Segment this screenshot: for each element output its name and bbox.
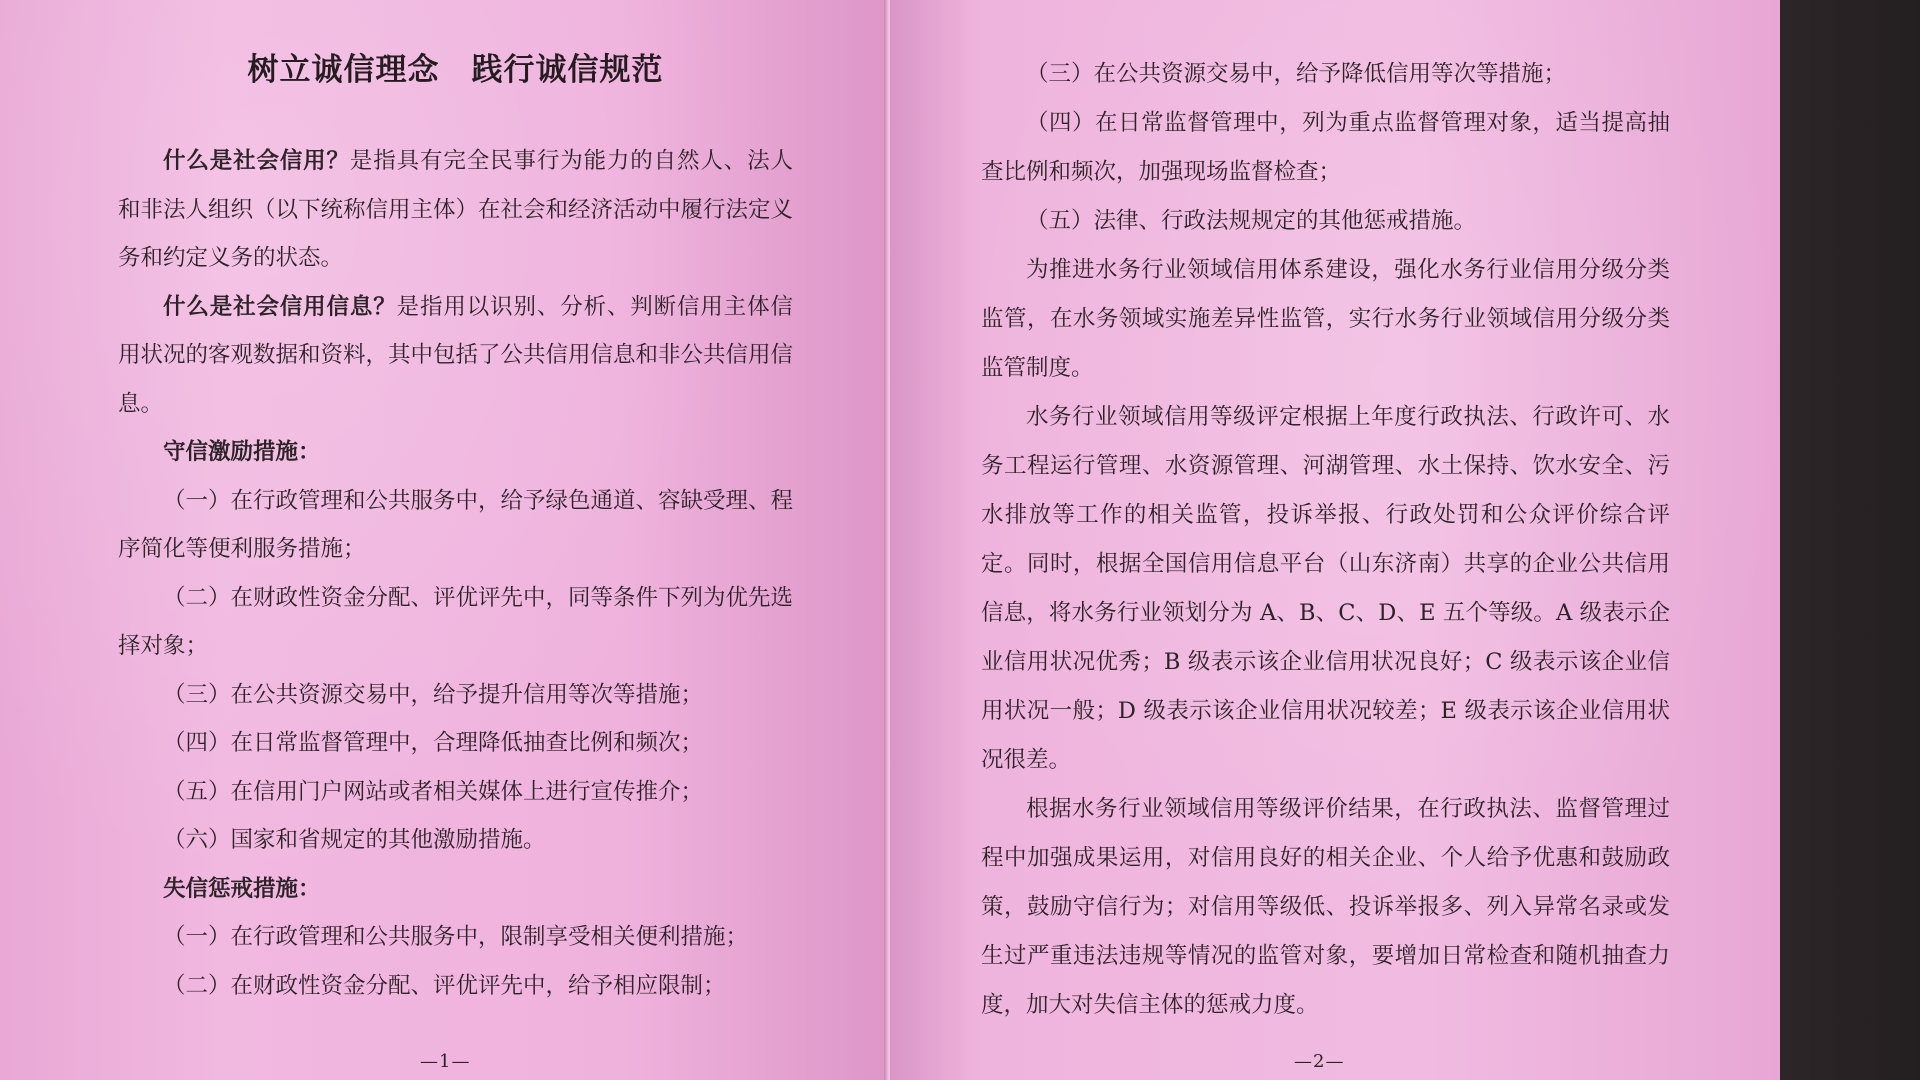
penalty-heading: 失信惩戒措施： bbox=[163, 875, 321, 902]
incentive-heading: 守信激励措施： bbox=[163, 439, 321, 465]
penalty-item: （三）在公共资源交易中，给予降低信用等次等措施； bbox=[1026, 61, 1567, 87]
document-title: 树立诚信理念 践行诚信规范 bbox=[247, 52, 664, 88]
definition-paragraph bbox=[118, 283, 793, 429]
incentive-item: （五）在信用门户网站或者相关媒体上进行宣传推介； bbox=[163, 778, 704, 805]
penalty-item: （一）在行政管理和公共服务中，限制享受相关便利措施； bbox=[163, 924, 749, 950]
definition-lead: 什么是社会信用？ bbox=[163, 148, 350, 174]
definition-lead: 什么是社会信用信息？ bbox=[163, 293, 397, 320]
definition-text: 是指用以识别、分析、判断信用主体信用状况的客观数据和资料，其中包括了公共信用信息和非公共信用信息。 bbox=[118, 293, 794, 417]
document-page-1 bbox=[0, 0, 888, 1080]
incentive-item: （二）在财政性资金分配、评优评先中，同等条件下列为优先选择对象； bbox=[118, 584, 794, 659]
background-shadow bbox=[1780, 0, 1920, 1080]
penalty-item: （四）在日常监督管理中，列为重点监督管理对象，适当提高抽查比例和频次，加强现场监督检查； bbox=[981, 110, 1670, 185]
page-number: —1— bbox=[420, 1051, 471, 1072]
definition-paragraph bbox=[118, 137, 793, 283]
incentive-item: （六）国家和省规定的其他激励措施。 bbox=[163, 827, 546, 853]
incentive-item: （四）在日常监督管理中，合理降低抽查比例和频次； bbox=[163, 730, 704, 756]
document-page-2 bbox=[890, 0, 1780, 1080]
body-paragraph: 水务行业领域信用等级评定根据上年度行政执法、行政许可、水务工程运行管理、水资源管理、河湖管理、水土保持、饮水安全、污水排放等工作的相关监管，投诉举报、行政处罚和公众评价综合评定。同时，根据全国信用信息平台（山东济南）共享的企业公共信用信息，将水务行业领划分为 A、B、C、D、E 五个等级。A 级表示企业信用状况优秀；B 级表示该企业信用状况良好；C 级表示该企业信用状况一般；D 级表示该企业信用状况较差；E 级表示该企业信用状况很差。 bbox=[981, 404, 1670, 773]
incentive-item: （三）在公共资源交易中，给予提升信用等次等措施； bbox=[163, 681, 704, 708]
penalty-item: （二）在财政性资金分配、评优评先中，给予相应限制； bbox=[163, 972, 726, 999]
page-number: —2— bbox=[1294, 1051, 1345, 1072]
penalty-item: （五）法律、行政法规规定的其他惩戒措施。 bbox=[1026, 208, 1477, 234]
incentive-item: （一）在行政管理和公共服务中，给予绿色通道、容缺受理、程序简化等便利服务措施； bbox=[118, 487, 794, 562]
body-paragraph: 根据水务行业领域信用等级评价结果，在行政执法、监督管理过程中加强成果运用，对信用良好的相关企业、个人给予优惠和鼓励政策，鼓励守信行为；对信用等级低、投诉举报多、列入异常名录或发生过严重违法违规等情况的监管对象，要增加日常检查和随机抽查力度，加大对失信主体的惩戒力度。 bbox=[981, 796, 1670, 1018]
body-paragraph: 为推进水务行业领域信用体系建设，强化水务行业信用分级分类监管，在水务领域实施差异性监管，实行水务行业领域信用分级分类监管制度。 bbox=[981, 257, 1670, 381]
definition-text: 是指具有完全民事行为能力的自然人、法人和非法人组织（以下统称信用主体）在社会和经济活动中履行法定义务和约定义务的状态。 bbox=[118, 148, 794, 271]
